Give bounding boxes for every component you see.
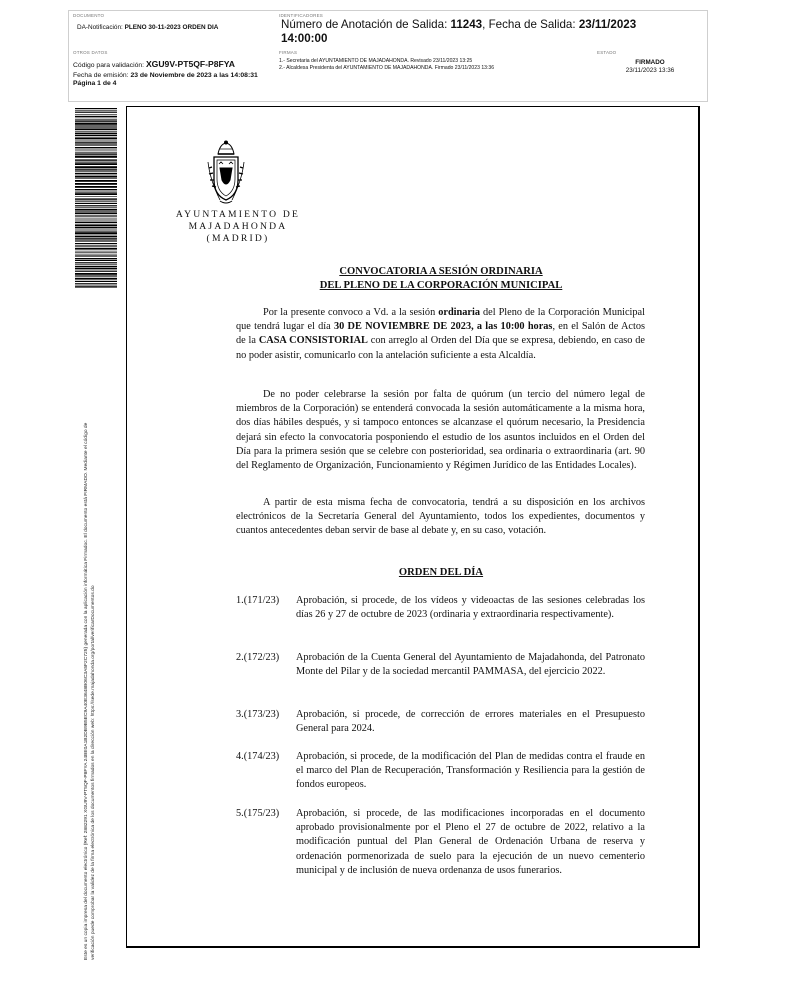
identificadores-value: Número de Anotación de Salida: 11243, Fecha de Salida: 23/11/2023 14:00:00	[281, 18, 637, 45]
item-text: Aprobación, si procede, de los vídeos y videoactas de las sesiones celebradas los días 26 y 27 de octubre de 2023 (ordinaria y extraordinaria respectivamente).	[296, 595, 645, 621]
item-text: Aprobación, si procede, de la modificación del Plan de medidas contra el fraude en el marco del Plan de Recuperación, Transformación y Resiliencia para la gestión de fondos europeos.	[296, 751, 645, 791]
document-header-table	[68, 10, 708, 102]
documento-label: DOCUMENTO	[73, 13, 105, 18]
documento-cell	[69, 11, 275, 48]
paragraph-quorum: De no poder celebrarse la sesión por falta de quórum (un tercio del número legal de miembros de la Corporación) se entenderá convocada la sesión automáticamente a la misma hora, dos días hábiles después, y si tampoco entonces se alcanzase el quórum necesario, la Presidencia dejará sin efecto la convocatoria posponiendo el estudio de los asuntos incluidos en el Orden del Día para la primera sesión que se celebre con posterioridad, sea ordinaria o extraordinaria (art. 90 del Reglamento de Organización, Funcionamiento y Régimen Jurídico de las Entidades Locales).	[236, 389, 645, 472]
codigo-validacion: Código para validación: XGU9V-PT5QF-P8FYA	[73, 59, 235, 69]
firmas-cell	[275, 48, 593, 102]
estado-label: ESTADO	[597, 50, 617, 55]
firma-line: 2.- Alcaldesa Presidenta del AYUNTAMIENTO DE MAJADAHONDA. Firmado 23/11/2023 13:36	[279, 65, 495, 71]
identificadores-label: IDENTIFICADORES	[279, 13, 324, 18]
firma-line: 1.- Secretaria del AYUNTAMIENTO DE MAJADAHONDA. Revisado 23/11/2023 13:25	[279, 58, 473, 64]
estado-date: 23/11/2023 13:36	[625, 67, 675, 74]
document-title-line1: CONVOCATORIA A SESIÓN ORDINARIA	[339, 266, 543, 277]
barcode-image	[75, 108, 117, 288]
paragraph-archivos: A partir de esta misma fecha de convocatoria, tendrá a su disposición en los archivos electrónicos de la Secretaría General del Ayuntamiento, todos los expedientes, documentos y cuantos antecedentes deban servir de base al debate y, en su caso, votación.	[236, 497, 645, 537]
entity-name-line2: MAJADAHONDA	[188, 221, 288, 232]
estado-cell	[593, 48, 707, 102]
firmas-label: FIRMAS	[279, 50, 298, 55]
estado-value: FIRMADO	[635, 59, 665, 66]
entity-name-line3: (MADRID)	[206, 233, 270, 244]
documento-value: DA-Notificación: PLENO 30-11-2023 ORDEN DIA	[77, 24, 219, 31]
fecha-emision: Fecha de emisión: 23 de Noviembre de 2023 a las 14:08:31	[73, 72, 258, 79]
item-text: Aprobación de la Cuenta General del Ayuntamiento de Majadahonda, del Patronato Monte del Pilar y de la sociedad mercantil PAMMASA, del ejercicio 2022.	[296, 652, 645, 678]
entity-name-line1: AYUNTAMIENTO DE	[175, 209, 301, 220]
pagina-indicator: Página 1 de 4	[73, 80, 117, 87]
item-number: 5.(175/23)	[236, 808, 280, 819]
item-text: Aprobación, si procede, de las modificaciones incorporadas en el documento aprobado provisionalmente por el Pleno el 27 de octubre de 2022, relativo a la modificación puntual del Plan General de Ordenación Urbana de reserva y ordenación pormenorizada de suelo para la ejecución de un nuevo cementerio municipal y de inclusión de nueva ordenanza de usos funerarios.	[296, 808, 645, 876]
paragraph-convocatoria: Por la presente convoco a Vd. a la sesión ordinaria del Pleno de la Corporación Municipal que tendrá lugar el día 30 DE NOVIEMBRE DE 2023, a las 10:00 horas, en el Salón de Actos de la CASA CONSISTORIAL con arreglo al Orden del Día que se expresa, debiendo, en caso de no poder asistir, comunicarlo con la antelación suficiente a esta Alcaldía.	[236, 307, 645, 361]
item-number: 3.(173/23)	[236, 709, 280, 720]
item-number: 2.(172/23)	[236, 652, 280, 663]
orden-del-dia-title: ORDEN DEL DÍA	[398, 567, 484, 578]
item-text: Aprobación, si procede, de corrección de errores materiales en el Presupuesto General para 2024.	[296, 709, 645, 735]
document-title-line2: DEL PLENO DE LA CORPORACIÓN MUNICIPAL	[319, 280, 563, 291]
coat-of-arms-icon	[206, 140, 246, 206]
item-number: 4.(174/23)	[236, 751, 280, 762]
otros-datos-label: OTROS DATOS	[73, 50, 108, 55]
identificadores-cell	[275, 11, 707, 48]
otros-datos-cell	[69, 48, 275, 102]
item-number: 1.(171/23)	[236, 595, 280, 606]
side-verification-text: Este es un copia impresa del documento electrónico (Ref: 2882291 XGU9V-PT5QF-P8FYA 24BE0A1B2DB9B5EC9A40E3648B06C3A5F2C725) generada con la aplicación informática Firmadoc. El documento está FIRMADO. Mediante el código de verificación puede comprobar la validez de la firma electrónica de los documentos firmados en la dirección web: https://sede.majadahonda.org/portal/verificarDocumentos.do	[84, 422, 96, 960]
